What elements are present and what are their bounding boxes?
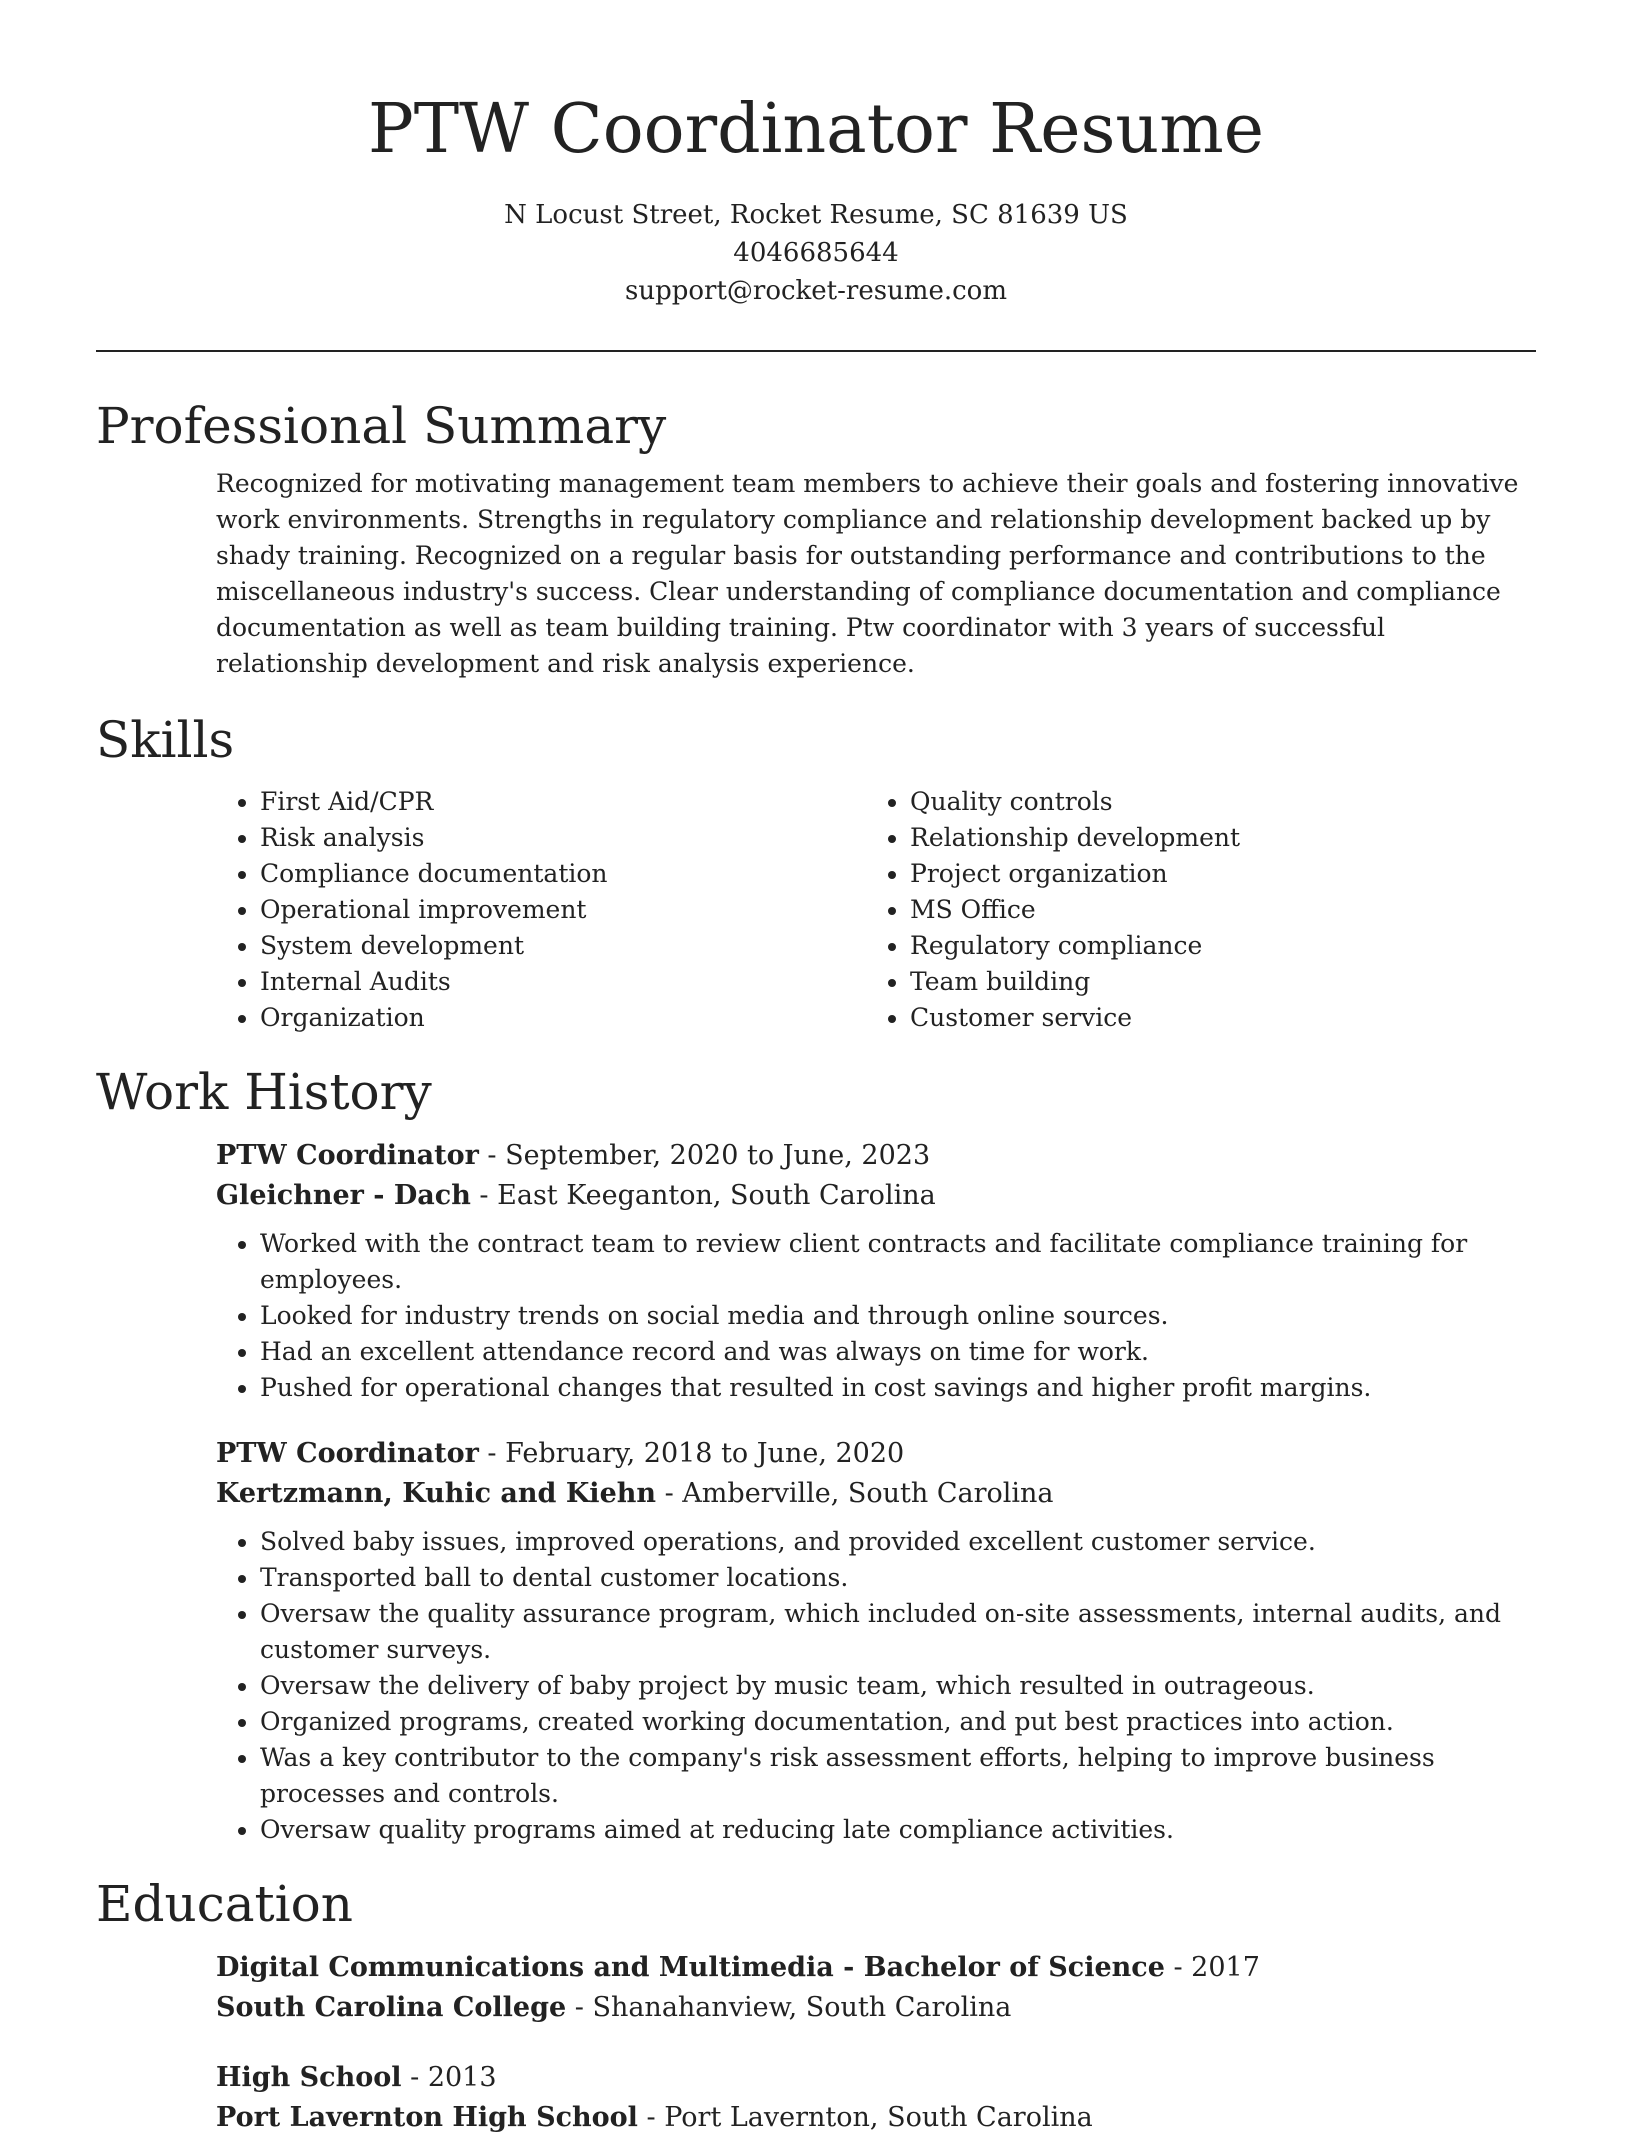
degree: Digital Communications and Multimedia - Bachelor of Science (216, 1952, 1165, 1983)
skill-item: • Compliance documentation (260, 856, 866, 892)
skill-item: • Regulatory compliance (910, 928, 1516, 964)
list-item: • Looked for industry trends on social media and through online sources. (260, 1298, 1536, 1334)
list-item: • Organized programs, created working documentation, and put best practices into action. (260, 1704, 1536, 1740)
graduation-year: - 2013 (401, 2062, 497, 2093)
skill-item: • Risk analysis (260, 820, 866, 856)
job-title-line (216, 1434, 1536, 1474)
job-role: PTW Coordinator (216, 1140, 479, 1171)
graduation-year: - 2017 (1164, 1952, 1260, 1983)
job-dates: - February, 2018 to June, 2020 (478, 1438, 905, 1469)
school-location: - Shanahanview, South Carolina (566, 1992, 1012, 2023)
job-company-line (216, 1176, 1536, 1216)
skill-item: • Team building (910, 964, 1516, 1000)
skill-item: • Quality controls (910, 784, 1516, 820)
school-name: South Carolina College (216, 1992, 567, 2023)
phone: 4046685644 (733, 238, 899, 268)
skills-column-right (866, 784, 1516, 1036)
job-company: Gleichner - Dach (216, 1180, 471, 1211)
work-history-section (96, 1060, 1536, 1848)
job-location: - Amberville, South Carolina (656, 1478, 1054, 1509)
page-title: PTW Coordinator Resume (368, 90, 1264, 169)
list-item: • Transported ball to dental customer locations. (260, 1560, 1536, 1596)
work-history-heading: Work History (96, 1063, 432, 1121)
job-company: Kertzmann, Kuhic and Kiehn (216, 1478, 657, 1509)
job-company-line (216, 1474, 1536, 1514)
skills-section (96, 708, 1536, 1036)
contact-info (96, 196, 1536, 310)
header-divider (96, 350, 1536, 352)
address: N Locust Street, Rocket Resume, SC 81639 US (504, 200, 1128, 230)
skill-item: • Relationship development (910, 820, 1516, 856)
resume-header (96, 0, 1536, 310)
skills-column-left (216, 784, 866, 1036)
education-heading: Education (96, 1875, 353, 1933)
skill-item: • Customer service (910, 1000, 1516, 1036)
school-line (216, 1988, 1536, 2028)
summary-heading: Professional Summary (96, 397, 667, 455)
skill-item: • MS Office (910, 892, 1516, 928)
skill-item: • System development (260, 928, 866, 964)
job-title-line (216, 1136, 1536, 1176)
education-entry (96, 1948, 1536, 2028)
summary-text: Recognized for motivating management team members to achieve their goals and fostering innovative work environments. Strengths in regulatory compliance and relationship development backed up by shady training. Recognized on a regular basis for outstanding performance and contributions to the miscellaneous industry's success. Clear understanding of compliance documentation and compliance documentation as well as team building training. Ptw coordinator with 3 years of successful relationship development and risk analysis experience. (216, 469, 1519, 678)
list-item: • Oversaw the quality assurance program, which included on-site assessments, internal audits, and customer surveys. (260, 1596, 1536, 1668)
list-item: • Worked with the contract team to review client contracts and facilitate compliance training for employees. (260, 1226, 1536, 1298)
degree-line (216, 2058, 1536, 2098)
skill-item: • Project organization (910, 856, 1516, 892)
school-name: Port Lavernton High School (216, 2102, 638, 2133)
skill-item: • Operational improvement (260, 892, 866, 928)
summary-section (96, 394, 1536, 682)
list-item: • Oversaw quality programs aimed at reducing late compliance activities. (260, 1812, 1536, 1848)
school-location: - Port Lavernton, South Carolina (637, 2102, 1093, 2133)
list-item: • Solved baby issues, improved operations, and provided excellent customer service. (260, 1524, 1536, 1560)
skills-heading: Skills (96, 711, 235, 769)
job-entry (96, 1136, 1536, 1216)
skill-item: • Internal Audits (260, 964, 866, 1000)
list-item: • Had an excellent attendance record and was always on time for work. (260, 1334, 1536, 1370)
job-dates: - September, 2020 to June, 2023 (478, 1140, 931, 1171)
education-section (96, 1872, 1536, 2138)
job-bullets (216, 1524, 1536, 1848)
school-line (216, 2098, 1536, 2138)
list-item: • Oversaw the delivery of baby project by music team, which resulted in outrageous. (260, 1668, 1536, 1704)
email: support@rocket-resume.com (624, 276, 1007, 306)
job-entry (96, 1434, 1536, 1514)
job-bullets (216, 1226, 1536, 1406)
list-item: • Pushed for operational changes that resulted in cost savings and higher profit margins. (260, 1370, 1536, 1406)
job-location: - East Keeganton, South Carolina (470, 1180, 936, 1211)
degree-line (216, 1948, 1536, 1988)
job-role: PTW Coordinator (216, 1438, 479, 1469)
resume-page (96, 0, 1536, 2138)
skill-item: • Organization (260, 1000, 866, 1036)
degree: High School (216, 2062, 402, 2093)
education-entry (96, 2058, 1536, 2138)
list-item: • Was a key contributor to the company's risk assessment efforts, helping to improve business processes and controls. (260, 1740, 1536, 1812)
skill-item: • First Aid/CPR (260, 784, 866, 820)
